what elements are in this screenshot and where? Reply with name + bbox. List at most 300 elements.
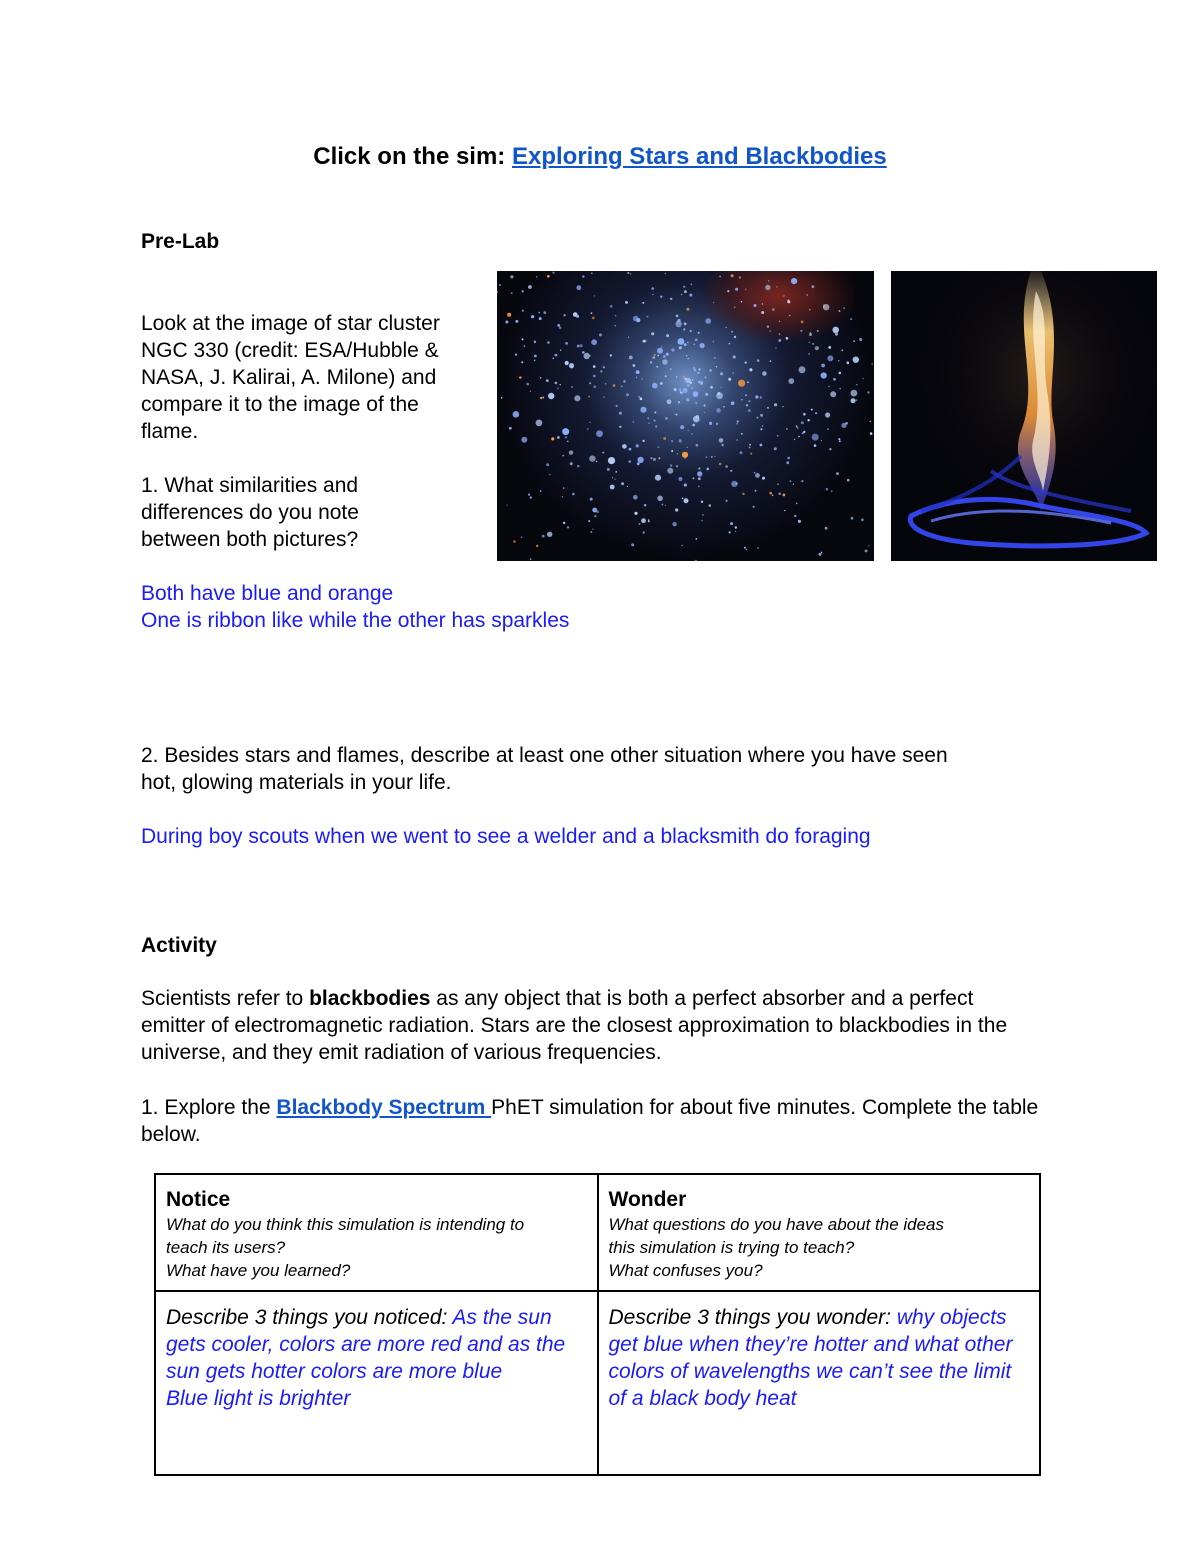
wonder-prompt: Describe 3 things you wonder: [608, 1306, 897, 1329]
blue-star [683, 286, 685, 288]
blue-star [631, 543, 634, 546]
blue-star [629, 448, 632, 451]
blue-star [821, 552, 823, 554]
blue-star [691, 433, 692, 434]
blue-star [555, 382, 558, 385]
blue-star [521, 361, 523, 363]
blue-star [762, 371, 766, 375]
blue-star [628, 337, 629, 338]
blue-star [534, 355, 537, 358]
wonder-sub-line: What confuses you? [608, 1261, 763, 1280]
blue-star [557, 388, 559, 390]
blue-star [693, 344, 695, 346]
orange-star [513, 540, 516, 543]
blue-star [652, 294, 654, 296]
blue-star [745, 361, 747, 363]
blue-star [670, 368, 672, 370]
blue-star [655, 475, 661, 481]
blue-star [694, 369, 697, 372]
blue-star [497, 291, 498, 293]
blue-star [749, 447, 751, 449]
blue-star [565, 436, 567, 438]
blue-star [825, 412, 830, 417]
blue-star [590, 355, 591, 356]
blue-star [754, 472, 756, 474]
blue-star [693, 391, 699, 397]
blue-star [633, 364, 636, 367]
blue-star [543, 311, 546, 314]
blue-star [841, 349, 843, 351]
blue-star [509, 427, 512, 430]
blue-star [572, 493, 575, 496]
blue-star [636, 370, 640, 374]
blue-star [843, 307, 845, 309]
blue-star [670, 394, 671, 395]
blue-star [640, 397, 643, 400]
blue-star [726, 500, 728, 502]
blue-star [775, 347, 777, 349]
blackbodies-term: blackbodies [309, 987, 431, 1010]
blue-star [658, 355, 660, 357]
blue-star [809, 333, 812, 336]
blue-star [733, 372, 734, 373]
orange-star [677, 321, 679, 323]
blue-star [580, 344, 583, 347]
blue-star [777, 435, 779, 437]
blue-star [710, 386, 713, 389]
blue-star [675, 508, 678, 511]
blue-star [774, 447, 777, 450]
blue-star [522, 338, 524, 340]
blue-star [768, 280, 769, 281]
blue-star [522, 290, 524, 292]
blue-star [693, 367, 696, 370]
blue-star [749, 368, 752, 371]
blue-star [789, 480, 791, 482]
blue-star [653, 420, 655, 422]
notice-answer-text: As the sun gets cooler, colors are more red and as the sun gets hotter colors are more blue [166, 1306, 566, 1383]
blue-star [571, 386, 573, 388]
blue-star [670, 464, 672, 466]
blue-star [608, 457, 615, 464]
blue-star [593, 365, 596, 368]
blue-star [538, 312, 540, 314]
blue-star [687, 447, 688, 448]
blue-star [536, 420, 543, 427]
blue-star [784, 510, 785, 511]
blue-star [651, 332, 654, 335]
blue-star [534, 341, 536, 343]
blue-star [830, 391, 836, 397]
blue-star [788, 378, 794, 384]
blue-star [747, 381, 749, 383]
blue-star [729, 343, 731, 345]
orange-star [507, 313, 511, 317]
blue-star [734, 307, 735, 308]
blue-star [594, 385, 597, 388]
blue-star [701, 520, 703, 522]
orange-star [658, 457, 660, 459]
blue-star [798, 436, 800, 438]
blue-star [679, 388, 682, 391]
orange-star [731, 274, 734, 277]
blue-star [605, 383, 606, 384]
blue-star [796, 503, 798, 505]
flame-drawing [891, 271, 1157, 561]
orange-star [681, 545, 682, 546]
blue-star [587, 428, 589, 430]
orange-star [588, 396, 590, 398]
blue-star [821, 440, 822, 441]
blue-star [662, 504, 664, 506]
blue-star [671, 440, 673, 442]
blue-star [652, 356, 655, 359]
blue-star [560, 384, 561, 385]
blue-star [737, 420, 739, 422]
blue-star [639, 523, 641, 525]
blue-star [627, 272, 629, 274]
blue-star [853, 357, 859, 363]
blue-star [716, 423, 718, 425]
blue-star [540, 377, 542, 379]
blue-star [760, 414, 763, 417]
blue-star [562, 428, 569, 435]
orange-star [719, 463, 722, 466]
blue-star [547, 532, 552, 537]
blue-star [867, 391, 869, 393]
blue-star [637, 462, 640, 465]
blue-star [642, 302, 644, 304]
blue-star [744, 547, 746, 549]
blue-star [845, 422, 848, 425]
blue-star [721, 444, 723, 446]
blue-star [705, 318, 711, 324]
orange-star [519, 376, 521, 378]
blue-star [506, 505, 507, 506]
blue-star [832, 327, 839, 334]
blue-star [621, 386, 623, 388]
blue-star [827, 355, 833, 361]
blue-star [725, 327, 726, 328]
blue-star [731, 331, 733, 333]
blue-star [654, 411, 656, 413]
orange-star [823, 304, 825, 306]
blue-star [548, 393, 554, 399]
blue-star [610, 354, 612, 356]
wonder-answer [609, 1304, 1030, 1412]
orange-star [801, 321, 804, 324]
blue-star [588, 520, 590, 522]
blue-star [703, 404, 705, 406]
sim-link[interactable]: Exploring Stars and Blackbodies [511, 143, 887, 170]
blue-star [699, 368, 701, 370]
orange-star [663, 437, 666, 440]
blue-star [499, 284, 501, 286]
blue-star [641, 518, 646, 523]
blue-star [672, 522, 676, 526]
blue-star [661, 346, 663, 348]
blue-star [761, 311, 764, 314]
intro-line: flame. [141, 420, 199, 443]
blue-star [530, 558, 532, 560]
blue-star [643, 440, 645, 442]
blue-star [560, 349, 562, 351]
blue-star [663, 355, 666, 358]
blue-star [754, 304, 757, 307]
blue-star [855, 399, 857, 401]
blue-star [636, 377, 637, 378]
blue-star [865, 550, 868, 553]
blue-star [644, 504, 647, 507]
blue-star [549, 474, 551, 476]
orange-star [704, 412, 705, 413]
blue-star [637, 457, 643, 463]
blue-star [596, 511, 599, 514]
blue-star [868, 545, 869, 546]
blue-star [511, 292, 513, 294]
blue-star [665, 505, 666, 506]
blue-star [723, 406, 725, 408]
orange-star [536, 545, 538, 547]
blue-star [794, 439, 795, 440]
blue-star [770, 360, 772, 362]
prelab-answer-2: During boy scouts when we went to see a welder and a blacksmith do foraging [141, 825, 871, 848]
blue-star [515, 320, 518, 323]
blue-star [740, 451, 743, 454]
blue-star [670, 298, 672, 300]
orange-star [630, 273, 631, 274]
blue-star [626, 393, 629, 396]
blue-star [524, 345, 526, 347]
blue-star [755, 473, 760, 478]
blue-star [702, 514, 704, 516]
question-line: differences do you note [141, 501, 359, 524]
blue-star [563, 487, 565, 489]
blackbody-spectrum-link[interactable]: Blackbody Spectrum [276, 1096, 492, 1119]
blue-star [574, 395, 580, 401]
blue-star [760, 444, 763, 447]
intro-text-rest: as any object that is both a perfect absorber and a perfect emitter of electromagnetic radiation. Stars are the closest approximation to blackbodies in the universe, and they emit radiation of various frequencies. [141, 987, 1008, 1064]
blue-star [786, 461, 789, 464]
blue-star [828, 386, 830, 388]
blue-star [667, 399, 672, 404]
blue-star [698, 486, 700, 488]
blue-star [675, 321, 681, 327]
blue-star [667, 468, 673, 474]
intro-text: Scientists refer to [141, 987, 310, 1010]
blue-star [787, 457, 790, 460]
blue-star [709, 504, 712, 507]
notice-answer-cell[interactable] [155, 1291, 598, 1475]
blue-star [657, 496, 663, 502]
blue-star [665, 417, 668, 420]
blue-star [610, 485, 615, 490]
intro-line: compare it to the image of the [141, 393, 419, 416]
blue-star [711, 456, 713, 458]
blue-star [562, 455, 564, 457]
blue-star [815, 346, 819, 350]
blue-star [582, 351, 585, 354]
blue-star [567, 441, 569, 443]
blue-star [870, 432, 873, 435]
blue-star [716, 366, 717, 367]
blue-star [698, 332, 700, 334]
question-text-rest: PhET simulation for about five minutes. Complete the table below. [141, 1096, 1039, 1146]
orange-star [547, 275, 550, 278]
blue-star [619, 426, 621, 428]
blue-star [847, 479, 850, 482]
blue-star [693, 477, 695, 479]
blue-star [829, 448, 831, 450]
blue-star [778, 339, 781, 342]
orange-star [613, 384, 616, 387]
blue-star [719, 438, 724, 443]
blue-star [591, 272, 593, 274]
blue-star [798, 520, 801, 523]
blue-star [526, 383, 529, 386]
blue-star [619, 412, 622, 415]
star-cluster-stars [497, 271, 874, 561]
blue-star [777, 483, 779, 485]
orange-star [779, 321, 780, 322]
blue-star [686, 398, 689, 401]
blue-star [765, 285, 770, 290]
blue-star [847, 361, 850, 364]
intro-line: NGC 330 (credit: ESA/Hubble & [141, 339, 439, 362]
blue-star [716, 408, 720, 412]
blue-star [666, 334, 669, 337]
blue-star [675, 414, 677, 416]
blue-star [700, 343, 705, 348]
blue-star [776, 286, 777, 287]
notice-prompt: Describe 3 things you noticed: [166, 1306, 453, 1329]
blue-star [531, 315, 534, 318]
blue-star [793, 484, 794, 485]
blue-star [665, 375, 667, 377]
blue-star [821, 372, 827, 378]
flame-image [891, 271, 1157, 561]
orange-star [739, 276, 741, 278]
blue-star [851, 390, 858, 397]
orange-star [783, 494, 786, 497]
prelab-question-2 [141, 742, 948, 796]
blue-star [828, 346, 831, 349]
blue-star [582, 275, 584, 277]
blue-star [653, 458, 656, 461]
blue-star [683, 328, 685, 330]
blue-star [838, 360, 839, 361]
blue-star [714, 357, 716, 359]
blue-star [721, 387, 722, 388]
title-prefix: Click on the sim: [313, 143, 512, 170]
blue-star [697, 471, 702, 476]
blue-star [728, 378, 731, 381]
blue-star [644, 340, 647, 343]
blue-star [789, 315, 791, 317]
wonder-answer-cell[interactable] [598, 1291, 1041, 1475]
blue-star [650, 457, 652, 459]
blue-star [690, 283, 692, 285]
blue-star [596, 430, 603, 437]
blue-star [762, 303, 763, 304]
blue-star [676, 376, 678, 378]
blue-star [757, 359, 760, 362]
blue-star [590, 531, 592, 533]
blue-star [521, 437, 527, 443]
blue-star [736, 423, 737, 424]
orange-star [551, 437, 554, 440]
blue-star [622, 444, 627, 449]
activity-intro [141, 985, 1021, 1066]
blue-star [603, 366, 605, 368]
blue-star [686, 378, 691, 383]
orange-star [686, 308, 689, 311]
blue-star [692, 379, 694, 381]
blue-star [774, 403, 777, 406]
blue-star [705, 393, 708, 396]
blue-star [577, 465, 579, 467]
blue-star [540, 490, 542, 492]
blue-star [826, 488, 829, 491]
blue-star [839, 388, 841, 390]
blue-star [814, 444, 817, 447]
blue-star [839, 372, 842, 375]
blue-star [616, 405, 618, 407]
orange-star [742, 493, 744, 495]
blue-star [665, 273, 666, 274]
blue-star [596, 461, 597, 462]
blue-star [553, 358, 555, 360]
blue-star [707, 468, 710, 471]
blue-star [819, 553, 822, 556]
blue-star [767, 407, 769, 409]
blue-star [695, 560, 697, 561]
blue-star [760, 396, 762, 398]
blue-star [787, 300, 790, 303]
blue-star [803, 431, 805, 433]
blue-star [602, 452, 604, 454]
orange-star [809, 309, 811, 311]
blue-star [695, 402, 697, 404]
blue-star [640, 407, 646, 413]
blue-star [652, 383, 658, 389]
blue-star [679, 439, 682, 442]
blue-star [835, 333, 838, 336]
star-cluster-image [497, 271, 874, 561]
prelab-question-1 [141, 472, 359, 553]
wonder-header-cell [598, 1174, 1041, 1291]
blue-star [731, 401, 735, 405]
blue-star [853, 340, 855, 342]
blue-star [700, 381, 703, 384]
blue-star [564, 314, 566, 316]
wonder-sub-line: this simulation is trying to teach? [608, 1238, 855, 1257]
blue-star [576, 315, 579, 318]
blue-star [607, 468, 610, 471]
blue-star [741, 433, 743, 435]
blue-star [655, 425, 657, 427]
notice-wonder-table [154, 1173, 1041, 1476]
blue-star [749, 444, 751, 446]
blue-star [559, 327, 562, 330]
activity-question-1 [141, 1094, 1061, 1148]
blue-star [522, 310, 524, 312]
blue-star [791, 278, 797, 284]
blue-star [634, 512, 637, 515]
prelab-answer-1 [141, 580, 569, 634]
blue-star [547, 341, 550, 344]
blue-star [546, 463, 549, 466]
